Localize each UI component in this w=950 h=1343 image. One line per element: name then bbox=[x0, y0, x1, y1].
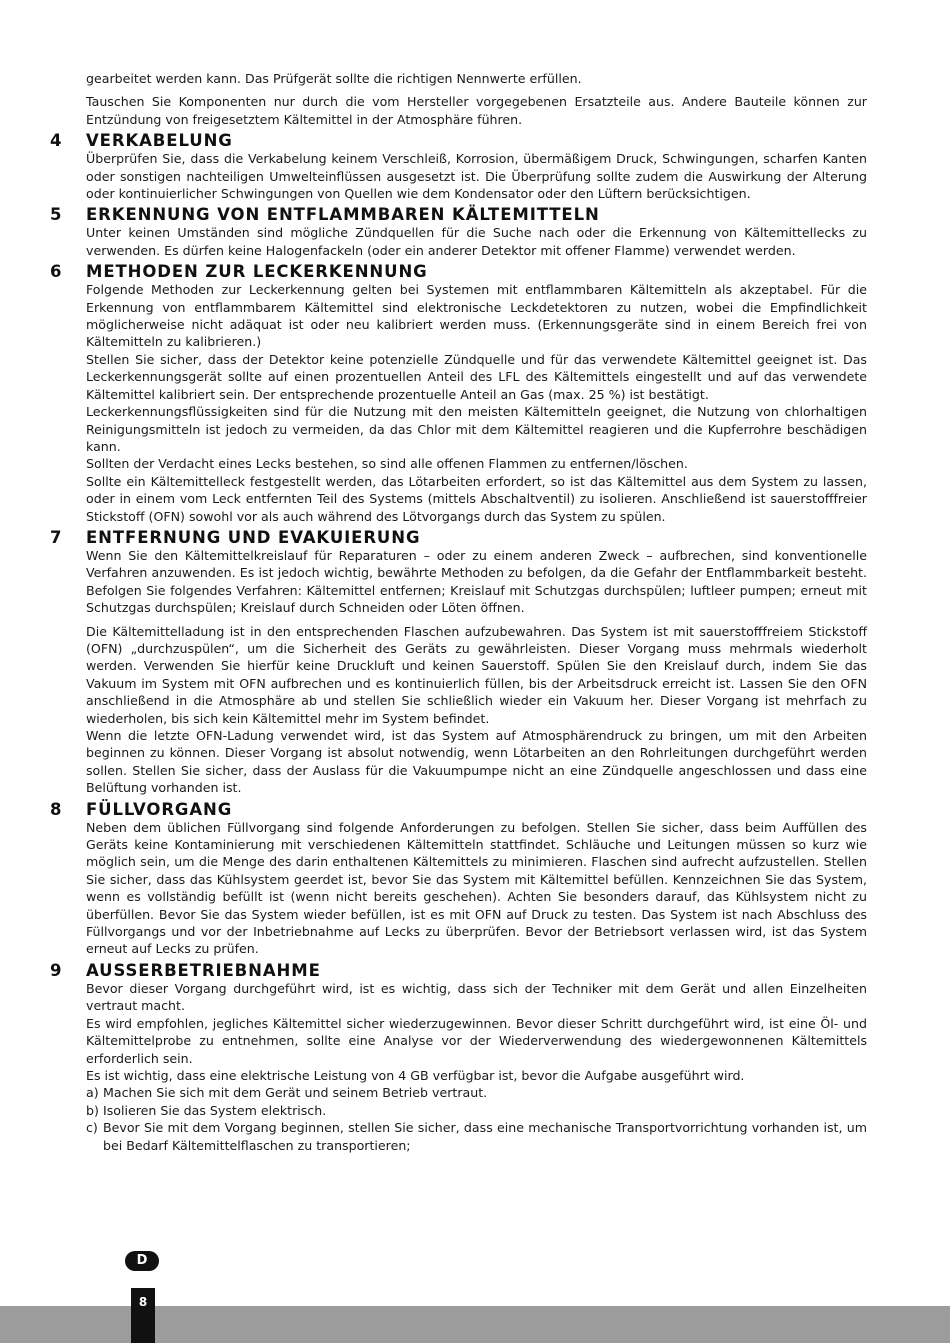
section-paragraph: Wenn Sie den Kältemittelkreislauf für Reparaturen – oder zu einem anderen Zweck – aufbrechen, sind konventionelle Verfahren anzuwenden. Es ist jedoch wichtig, bewährte Methoden zu befolgen, da die Gefahr der Entflammbarkeit besteht. Befolgen Sie folgendes Verfahren: Kältemittel entfernen; Kreislauf mit Schutzgas durchspülen; luftleer pumpen; erneut mit Schutzgas durchspülen; Kreislauf durch Schneiden oder Löten öffnen. bbox=[86, 547, 867, 616]
section-9 bbox=[0, 960, 950, 1154]
section-number: 4 bbox=[50, 131, 62, 151]
section-6 bbox=[0, 261, 950, 525]
list-marker: c) bbox=[86, 1120, 98, 1136]
section-paragraph: Stellen Sie sicher, dass der Detektor keine potenzielle Zündquelle und für das verwendete Kältemittel geeignet ist. Das Leckerkennungsgerät sollte auf einen prozentuellen Anteil des LFL des Kältemittels eingestellt und auf das verwendete Kältemittel kalibriert sein. Der entsprechende prozentuelle Anteil an Gas (max. 25 %) ist bestätigt. bbox=[86, 351, 867, 402]
list-item-text: Isolieren Sie das System elektrisch. bbox=[103, 1102, 327, 1118]
section-paragraph: Die Kältemittelladung ist in den entsprechenden Flaschen aufzubewahren. Das System ist mit sauerstofffreiem Stickstoff (OFN) „durchzuspülen“, um die Sicherheit des Geräts zu gewährleisten. Dieser Vorgang muss mehrmals wiederholt werden. Verwenden Sie hierfür keine Druckluft und keinen Sauerstoff. Spülen Sie den Kreislauf durch, indem Sie das Vakuum im System mit OFN aufbrechen und es kontinuierlich füllen, bis der Arbeitsdruck erreicht ist. Lassen Sie den OFN anschließend in die Atmosphäre ab und stellen Sie schließlich wieder ein Vakuum her. Dieser Vorgang ist mehrfach zu wiederholen, bis sich kein Kältemittel mehr im System befindet. bbox=[86, 623, 867, 726]
section-paragraph: Neben dem üblichen Füllvorgang sind folgende Anforderungen zu befolgen. Stellen Sie sicher, dass beim Auffüllen des Geräts keine Kontaminierung mit verschiedenen Kältemitteln stattfindet. Schläuche und Leitungen müssen so kurz wie möglich sein, um die Menge des darin enthaltenen Kältemittels zu minimieren. Flaschen sind aufrecht aufzustellen. Stellen Sie sicher, dass das Kühlsystem geerdet ist, bevor Sie das System mit Kältemittel befüllen. Kennzeichnen Sie das System, wenn es vollständig befüllt ist (wenn nicht bereits geschehen). Achten Sie besonders darauf, das Kühlsystem nicht zu überfüllen. Bevor Sie das System wieder befüllen, ist es mit OFN auf Druck zu testen. Das System ist nach Abschluss des Füllvorgangs und vor der Inbetriebnahme auf Lecks zu überprüfen. Bevor der Betriebsort verlassen wird, ist das System erneut auf Lecks zu prüfen. bbox=[86, 819, 867, 957]
section-paragraph: Sollte ein Kältemittelleck festgestellt werden, das Lötarbeiten erfordert, so ist das Kältemittel aus dem System zu lassen, oder in einem vom Leck entfernten Teil des Systems (mittels Abschaltventil) zu isolieren. Anschließend ist sauerstofffreier Stickstoff (OFN) sowohl vor als auch während des Lötvorgangs durch das System zu spülen. bbox=[86, 473, 867, 524]
section-heading bbox=[0, 799, 950, 819]
section-5 bbox=[0, 204, 950, 259]
list-item bbox=[86, 1102, 867, 1119]
list-item bbox=[86, 1119, 867, 1154]
section-number: 8 bbox=[50, 799, 62, 819]
section-number: 9 bbox=[50, 960, 62, 980]
section-heading bbox=[0, 960, 950, 980]
section-title: METHODEN ZUR LECKERKENNUNG bbox=[86, 262, 428, 282]
section-paragraph: Es wird empfohlen, jegliches Kältemittel sicher wiederzugewinnen. Bevor dieser Schritt durchgeführt wird, ist eine Öl- und Kältemittelprobe zu entnehmen, sollte eine Analyse vor der Wiederverwendung des wiedergewonnenen Kältemittels erforderlich sein. bbox=[86, 1015, 867, 1066]
section-number: 6 bbox=[50, 262, 62, 282]
section-paragraph: Es ist wichtig, dass eine elektrische Leistung von 4 GB verfügbar ist, bevor die Aufgabe ausgeführt wird. bbox=[86, 1067, 745, 1083]
section-heading bbox=[0, 130, 950, 150]
list-item bbox=[86, 1084, 867, 1101]
section-paragraph: Sollten der Verdacht eines Lecks bestehen, so sind alle offenen Flammen zu entfernen/löschen. bbox=[86, 456, 688, 472]
intro-paragraph-2: Tauschen Sie Komponenten nur durch die vom Hersteller vorgegebenen Ersatzteile aus. Andere Bauteile können zur Entzündung von freigesetztem Kältemittel in der Atmosphäre führen. bbox=[86, 94, 867, 127]
section-title: ERKENNUNG VON ENTFLAMMBAREN KÄLTEMITTELN bbox=[86, 205, 600, 225]
section-paragraph: Leckerkennungsflüssigkeiten sind für die Nutzung mit den meisten Kältemitteln geeignet, die Nutzung von chlorhaltigen Reinigungsmitteln ist jedoch zu vermeiden, da das Chlor mit dem Kältemittel reagieren und die Kupferrohre beschädigen kann. bbox=[86, 404, 867, 454]
section-8 bbox=[0, 799, 950, 958]
section-paragraph: Folgende Methoden zur Leckerkennung gelten bei Systemen mit entflammbaren Kältemitteln als akzeptabel. Für die Erkennung von entflammbarem Kältemittel sind elektronische Leckdetektoren zu nutzen, wobei die Empfindlichkeit möglicherweise nicht adäquat ist oder neu kalibriert werden muss. (Erkennungsgeräte sind in einem Bereich frei von Kältemitteln zu kalibrieren.) bbox=[86, 282, 867, 350]
list-marker: b) bbox=[86, 1102, 99, 1118]
section-4 bbox=[0, 130, 950, 202]
section-paragraph: Bevor dieser Vorgang durchgeführt wird, ist es wichtig, dass sich der Techniker mit dem Gerät und allen Einzelheiten vertraut macht. bbox=[86, 980, 867, 1014]
section-title: AUSSERBETRIEBNAHME bbox=[86, 960, 321, 980]
section-number: 7 bbox=[50, 527, 62, 547]
section-title: VERKABELUNG bbox=[86, 131, 233, 151]
list-item-text: Bevor Sie mit dem Vorgang beginnen, stellen Sie sicher, dass eine mechanische Transportvorrichtung vorhanden ist, um bei Bedarf Kältemittelflaschen zu transportieren; bbox=[103, 1120, 867, 1153]
page-number: 8 bbox=[131, 1288, 155, 1343]
list-item-text: Machen Sie sich mit dem Gerät und seinem Betrieb vertraut. bbox=[103, 1085, 488, 1101]
section-heading bbox=[0, 527, 950, 547]
list-marker: a) bbox=[86, 1085, 99, 1101]
section-title: ENTFERNUNG UND EVAKUIERUNG bbox=[86, 527, 421, 547]
section-title: FÜLLVORGANG bbox=[86, 799, 233, 819]
section-paragraph: Überprüfen Sie, dass die Verkabelung keinem Verschleiß, Korrosion, übermäßigem Druck, Schwingungen, scharfen Kanten oder sonstigen nachteiligen Umwelteinflüssen ausgesetzt ist. Die Überprüfung sollte zudem die Auswirkung der Alterung oder kontinuierlicher Schwingungen von Quellen wie dem Kondensator oder den Lüftern berücksichtigen. bbox=[86, 151, 867, 202]
page-content bbox=[0, 70, 950, 1154]
section-heading bbox=[0, 261, 950, 281]
section-number: 5 bbox=[50, 205, 62, 225]
section-7 bbox=[0, 527, 950, 797]
section-heading bbox=[0, 204, 950, 224]
section-paragraph: Wenn die letzte OFN-Ladung verwendet wird, ist das System auf Atmosphärendruck zu bringen, um mit den Arbeiten beginnen zu können. Dieser Vorgang ist absolut notwendig, wenn Lötarbeiten an den Rohrleitungen durchgeführt werden sollen. Stellen Sie sicher, dass der Auslass für die Vakuumpumpe nicht an eine Zündquelle angeschlossen und dass eine Belüftung vorhanden ist. bbox=[86, 728, 867, 796]
intro-paragraph-1: gearbeitet werden kann. Das Prüfgerät sollte die richtigen Nennwerte erfüllen. bbox=[86, 71, 582, 86]
language-badge: D bbox=[125, 1251, 159, 1271]
section-paragraph: Unter keinen Umständen sind mögliche Zündquellen für die Suche nach oder die Erkennung von Kältemittellecks zu verwenden. Es dürfen keine Halogenfackeln (oder ein anderer Detektor mit offener Flamme) verwendet werden. bbox=[86, 225, 867, 258]
